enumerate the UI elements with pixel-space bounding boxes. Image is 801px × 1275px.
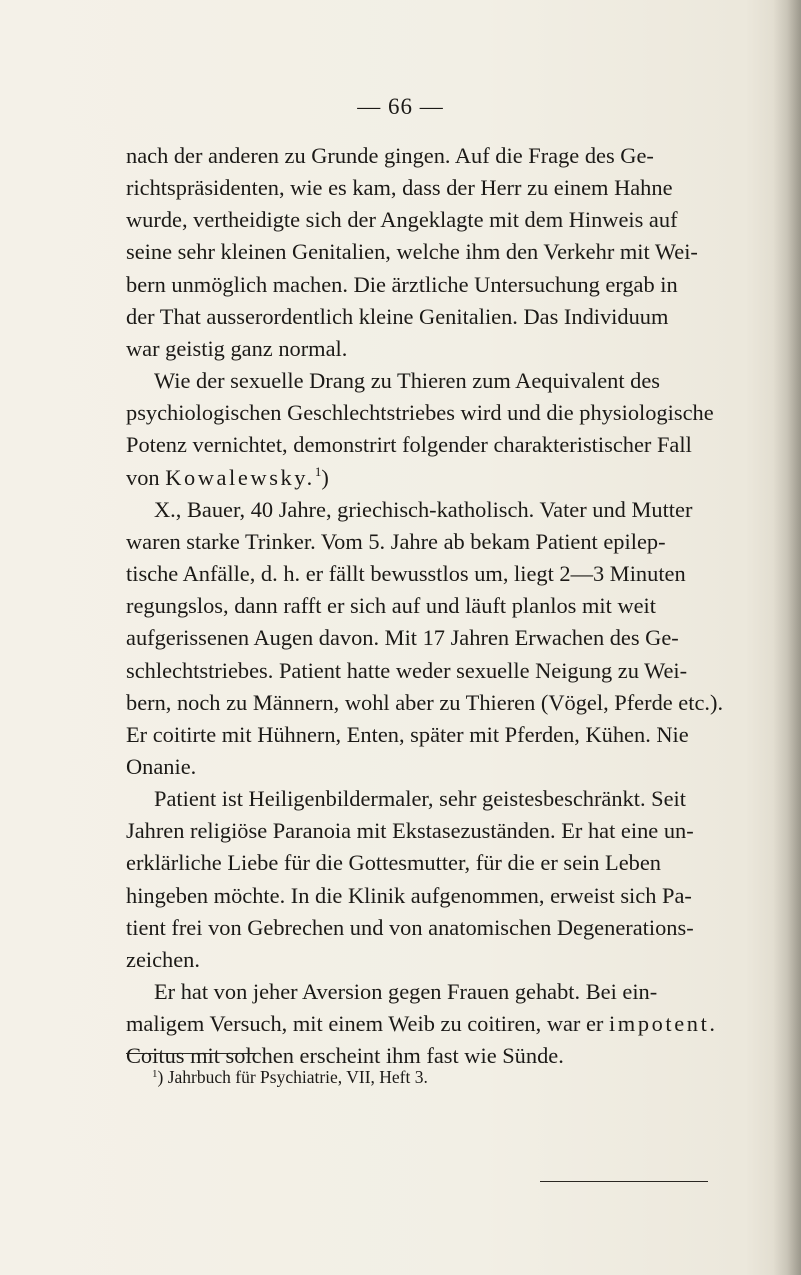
footnote-marker: 1 xyxy=(152,1068,158,1080)
text-line: war geistig ganz normal. xyxy=(126,335,348,361)
text-line: richtspräsidenten, wie es kam, dass der Herr zu einem Hahne xyxy=(126,175,673,201)
footnote-text: Jahrbuch für Psychiatrie, VII, Heft 3. xyxy=(163,1067,428,1087)
paragraph-2 xyxy=(126,365,756,494)
text-line: Er coitirte mit Hühnern, Enten, später mit Pferden, Kühen. Nie xyxy=(126,721,689,747)
text-line: Onanie. xyxy=(126,753,197,779)
page-edge-shadow xyxy=(773,0,801,1275)
text-line: Er hat von jeher Aversion gegen Frauen gehabt. Bei ein- xyxy=(154,979,658,1005)
text-line: erklärliche Liebe für die Gottesmutter, für die er sein Leben xyxy=(126,850,662,876)
text-line: X., Bauer, 40 Jahre, griechisch-katholisch. Vater und Mutter xyxy=(154,496,693,522)
text-line xyxy=(126,462,756,494)
text-line: der That ausserordentlich kleine Genitalien. Das Individuum xyxy=(126,303,669,329)
text-line: bern, noch zu Männern, wohl aber zu Thieren (Vögel, Pferde etc.). xyxy=(126,689,724,715)
text-line: zeichen. xyxy=(126,946,200,972)
text-line: Wie der sexuelle Drang zu Thieren zum Aequivalent des xyxy=(154,368,661,394)
footnote-paren: ) xyxy=(157,1067,164,1087)
text-line: tische Anfälle, d. h. er fällt bewusstlos um, liegt 2—3 Minuten xyxy=(126,561,686,587)
footnote xyxy=(152,1066,428,1088)
paragraph-3 xyxy=(126,494,756,783)
text-fragment: ) xyxy=(321,464,329,490)
text-line: waren starke Trinker. Vom 5. Jahre ab bekam Patient epilep- xyxy=(126,528,666,554)
text-line: aufgerissenen Augen davon. Mit 17 Jahren Erwachen des Ge- xyxy=(126,625,679,651)
text-line: tient frei von Gebrechen und von anatomischen Degenerations- xyxy=(126,914,694,940)
text-fragment: von xyxy=(126,464,166,490)
text-line: psychiologischen Geschlechtstriebes wird und die physiologische xyxy=(126,400,714,426)
text-line xyxy=(126,1008,756,1040)
text-line: wurde, vertheidigte sich der Angeklagte mit dem Hinweis auf xyxy=(126,207,678,233)
text-line: hingeben möchte. In die Klinik aufgenommen, erweist sich Pa- xyxy=(126,882,692,908)
bottom-divider xyxy=(540,1181,708,1182)
footnote-reference[interactable]: 1 xyxy=(314,463,322,479)
text-line: Jahren religiöse Paranoia mit Ekstasezuständen. Er hat eine un- xyxy=(126,818,694,844)
author-name: Kowalewsky. xyxy=(165,464,315,490)
text-line: bern unmöglich machen. Die ärztliche Untersuchung ergab in xyxy=(126,271,678,297)
text-line: Patient ist Heiligenbildermaler, sehr geistesbeschränkt. Seit xyxy=(154,786,686,812)
paragraph-5 xyxy=(126,976,756,1072)
page-number: — 66 — xyxy=(357,94,444,119)
footnote-divider xyxy=(126,1053,256,1054)
text-line: regungslos, dann rafft er sich auf und läuft planlos mit weit xyxy=(126,593,656,619)
text-line: schlechtstriebes. Patient hatte weder sexuelle Neigung zu Wei- xyxy=(126,657,688,683)
paragraph-4 xyxy=(126,783,756,976)
text-line: nach der anderen zu Grunde gingen. Auf die Frage des Ge- xyxy=(126,143,654,168)
text-fragment: maligem Versuch, mit einem Weib zu coitiren, war er xyxy=(126,1011,609,1037)
body-text xyxy=(126,140,756,1073)
text-line: Potenz vernichtet, demonstrirt folgender charakteristischer Fall xyxy=(126,432,692,458)
emphasized-word: impotent. xyxy=(608,1011,718,1037)
text-line: seine sehr kleinen Genitalien, welche ihm den Verkehr mit Wei- xyxy=(126,239,698,265)
text-line: Coitus mit solchen erscheint ihm fast wie Sünde. xyxy=(126,1043,564,1069)
paragraph-1 xyxy=(126,140,756,365)
